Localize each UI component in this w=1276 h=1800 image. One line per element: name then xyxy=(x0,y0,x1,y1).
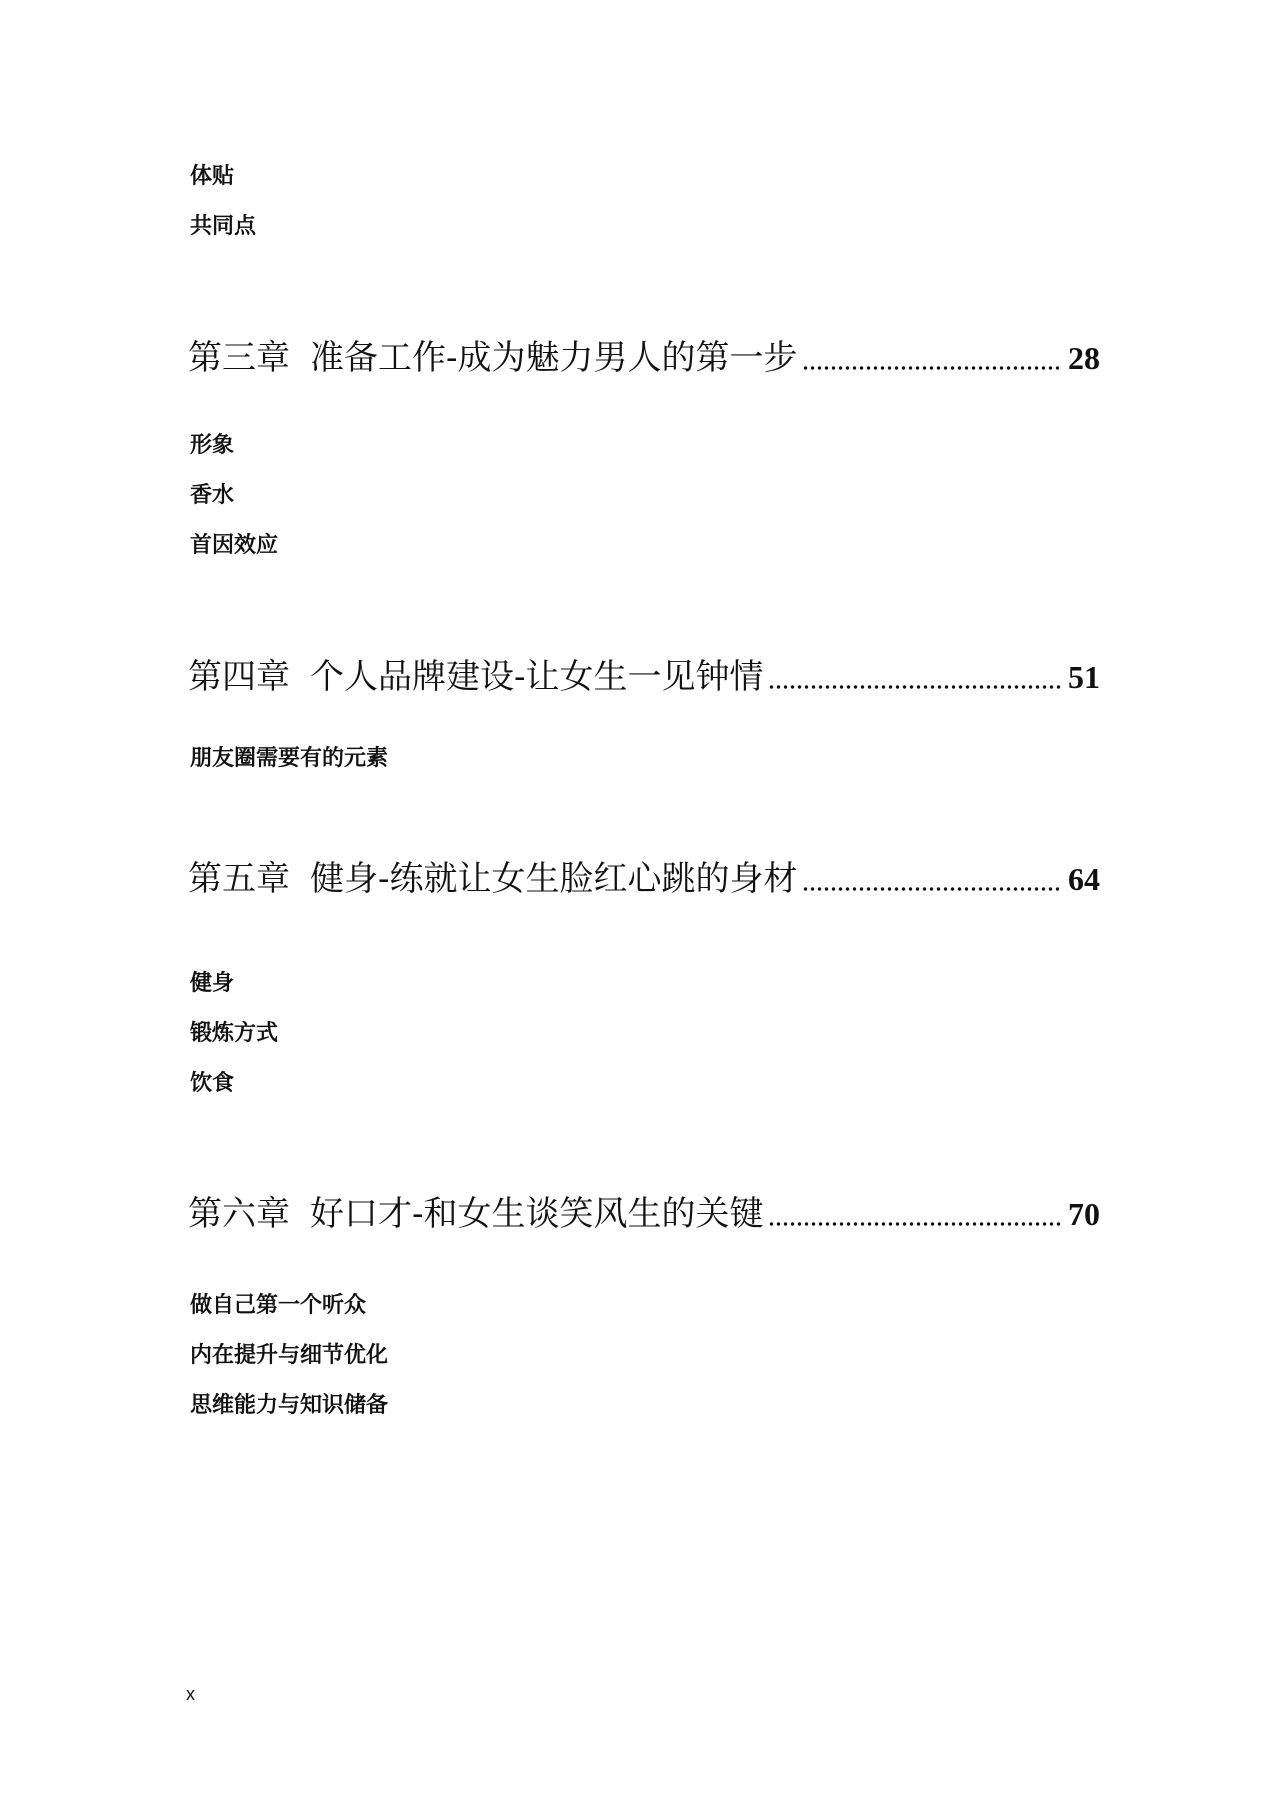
toc-subsection-item: 做自己第一个听众 xyxy=(190,1293,367,1318)
toc-subsection-item: 内在提升与细节优化 xyxy=(190,1343,389,1368)
toc-chapter-3 xyxy=(188,332,1100,380)
chapter-page-number: 51 xyxy=(1068,659,1100,695)
toc-subsection-item: 体贴 xyxy=(190,164,235,189)
toc-subsection-item: 饮食 xyxy=(190,1071,235,1096)
chapter-page-number: 28 xyxy=(1068,340,1100,376)
chapter-title: 好口才-和女生谈笑风生的关键 xyxy=(310,1194,764,1234)
toc-subsection-item: 朋友圈需要有的元素 xyxy=(190,746,389,771)
toc-subsection-item: 锻炼方式 xyxy=(190,1021,279,1046)
chapter-label: 第五章 xyxy=(188,859,290,899)
dot-leader xyxy=(802,364,1063,372)
chapter-label: 第三章 xyxy=(188,338,290,378)
chapter-page-number: 64 xyxy=(1068,861,1100,897)
chapter-page-number: 70 xyxy=(1068,1196,1100,1232)
chapter-title: 健身-练就让女生脸红心跳的身材 xyxy=(310,859,798,899)
chapter-title: 个人品牌建设-让女生一见钟情 xyxy=(310,657,764,697)
chapter-label: 第四章 xyxy=(188,657,290,697)
dot-leader xyxy=(768,683,1063,691)
toc-subsection-item: 共同点 xyxy=(190,214,257,239)
toc-chapter-5 xyxy=(188,853,1100,901)
toc-subsection-item: 健身 xyxy=(190,971,235,996)
toc-subsection-item: 形象 xyxy=(190,433,235,458)
page-marker: x xyxy=(186,1684,195,1704)
dot-leader xyxy=(802,885,1063,893)
toc-subsection-item: 思维能力与知识储备 xyxy=(190,1393,389,1418)
toc-subsection-item: 香水 xyxy=(190,483,235,508)
toc-chapter-6 xyxy=(188,1188,1100,1236)
toc-subsection-item: 首因效应 xyxy=(190,533,279,558)
chapter-label: 第六章 xyxy=(188,1194,290,1234)
toc-chapter-4 xyxy=(188,651,1100,699)
chapter-title: 准备工作-成为魅力男人的第一步 xyxy=(310,338,798,378)
dot-leader xyxy=(768,1220,1063,1228)
